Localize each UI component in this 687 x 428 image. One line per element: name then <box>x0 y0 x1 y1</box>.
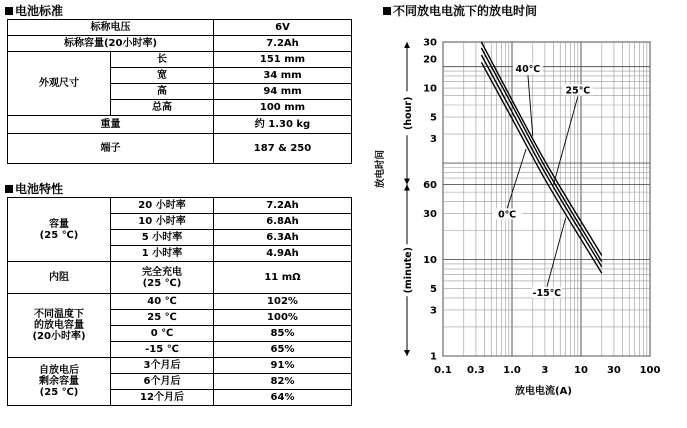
row-label: 40 ℃ <box>111 294 214 310</box>
table-row <box>8 20 352 36</box>
y-tick-label-minute: 60 <box>423 179 437 191</box>
row-label: 0 ℃ <box>111 326 214 342</box>
resistance-group-label: 内阻 <box>8 262 111 294</box>
row-value: 7.2Ah <box>214 198 352 214</box>
temp-group-line: 的放电容量 <box>34 320 84 331</box>
discharge-time-chart <box>365 20 687 425</box>
series-label: 40℃ <box>515 64 541 76</box>
capacity-group-sub: (25 ℃) <box>39 229 79 241</box>
row-value: 7.2Ah <box>214 36 352 52</box>
y-tick-label-hour: 20 <box>423 54 437 66</box>
row-label: 10 小时率 <box>111 214 214 230</box>
y-tick-label-hour: 3 <box>430 133 437 145</box>
row-value: 100% <box>214 310 352 326</box>
x-tick-label: 1.0 <box>503 365 521 376</box>
standards-table <box>7 19 352 164</box>
row-value: 6V <box>214 20 352 36</box>
row-label: 3个月后 <box>111 358 214 374</box>
x-tick-label: 0.1 <box>434 365 452 376</box>
table-row <box>8 294 352 310</box>
series-label: 0℃ <box>498 209 517 221</box>
x-tick-label: 100 <box>639 365 661 376</box>
y-axis-title: 放电时间 <box>375 149 386 189</box>
square-bullet-icon <box>5 185 13 193</box>
arrow-up-icon <box>404 42 410 48</box>
x-tick-label: 0.3 <box>467 365 485 376</box>
dimensions-group-label: 外观尺寸 <box>8 52 111 116</box>
row-label: 1 小时率 <box>111 246 214 262</box>
y-tick-label-hour: 30 <box>423 37 437 49</box>
row-label: 高 <box>111 84 214 100</box>
row-value: 102% <box>214 294 352 310</box>
self-discharge-group-label <box>8 358 111 406</box>
row-value: 约 1.30 kg <box>214 116 352 134</box>
row-label: 6个月后 <box>111 374 214 390</box>
row-label: 总高 <box>111 100 214 116</box>
self-discharge-group-line: (25 ℃) <box>39 387 79 398</box>
arrow-up-icon <box>404 184 410 190</box>
y-tick-label-minute: 5 <box>430 284 437 296</box>
row-value: 4.9Ah <box>214 246 352 262</box>
row-label: 长 <box>111 52 214 68</box>
row-value: 85% <box>214 326 352 342</box>
characteristics-title-text: 电池特性 <box>15 182 64 196</box>
row-value: 11 mΩ <box>214 262 352 294</box>
x-axis-title: 放电电流(A) <box>515 386 572 397</box>
row-label: 端子 <box>8 134 214 164</box>
row-value: 187 & 250 <box>214 134 352 164</box>
series-label: -15℃ <box>532 287 562 299</box>
y-tick-label-minute: 30 <box>423 209 437 221</box>
table-row <box>8 116 352 134</box>
y-tick-label-minute: 3 <box>430 305 437 317</box>
row-value: 82% <box>214 374 352 390</box>
capacity-group-text: 容量 <box>49 218 69 230</box>
table-row <box>8 36 352 52</box>
table-row <box>8 134 352 164</box>
row-label: 标称电压 <box>8 20 214 36</box>
y-tick-label-minute: 10 <box>423 255 437 267</box>
resistance-label-text: 完全充电 <box>142 266 182 278</box>
temp-group-line: (20小时率) <box>32 331 86 342</box>
x-tick-label: 10 <box>574 365 588 376</box>
section-title-characteristics <box>5 182 63 196</box>
table-row <box>8 262 352 294</box>
chart-title-text: 不同放电电流下的放电时间 <box>393 4 538 18</box>
self-discharge-group-line: 剩余容量 <box>39 376 79 387</box>
row-value: 94 mm <box>214 84 352 100</box>
table-row <box>8 198 352 214</box>
row-label: 12个月后 <box>111 390 214 406</box>
series-label: 25℃ <box>565 85 591 97</box>
section-title-standards <box>5 4 63 18</box>
resistance-label-sub: (25 ℃) <box>142 277 182 289</box>
capacity-group-label <box>8 198 111 262</box>
square-bullet-icon <box>383 7 391 15</box>
y-unit-hour: (hour) <box>403 96 414 130</box>
arrow-down-icon <box>404 350 410 356</box>
row-label: 宽 <box>111 68 214 84</box>
row-value: 64% <box>214 390 352 406</box>
row-value: 6.8Ah <box>214 214 352 230</box>
plot-frame <box>443 42 650 356</box>
row-value: 34 mm <box>214 68 352 84</box>
row-value: 6.3Ah <box>214 230 352 246</box>
characteristics-table <box>7 197 352 406</box>
table-row <box>8 358 352 374</box>
row-value: 100 mm <box>214 100 352 116</box>
standards-title-text: 电池标准 <box>15 4 64 18</box>
row-label: 5 小时率 <box>111 230 214 246</box>
temp-group-line: 不同温度下 <box>34 309 84 320</box>
y-unit-minute: (minute) <box>403 247 414 294</box>
table-row <box>8 52 352 68</box>
x-tick-label: 3 <box>541 365 549 376</box>
square-bullet-icon <box>5 7 13 15</box>
row-label: 标称容量(20小时率) <box>8 36 214 52</box>
y-tick-label-hour: 5 <box>430 112 437 124</box>
x-tick-label: 30 <box>606 365 621 376</box>
row-label <box>111 262 214 294</box>
row-label: 20 小时率 <box>111 198 214 214</box>
arrow-down-icon <box>404 178 410 184</box>
row-label: 25 ℃ <box>111 310 214 326</box>
row-value: 91% <box>214 358 352 374</box>
temp-capacity-group-label <box>8 294 111 358</box>
self-discharge-group-line: 自放电后 <box>39 365 79 376</box>
chart-title <box>383 4 537 18</box>
row-value: 65% <box>214 342 352 358</box>
y-tick-label-minute: 1 <box>430 351 437 363</box>
row-label: -15 ℃ <box>111 342 214 358</box>
row-label: 重量 <box>8 116 214 134</box>
y-tick-label-hour: 10 <box>423 83 437 95</box>
row-value: 151 mm <box>214 52 352 68</box>
